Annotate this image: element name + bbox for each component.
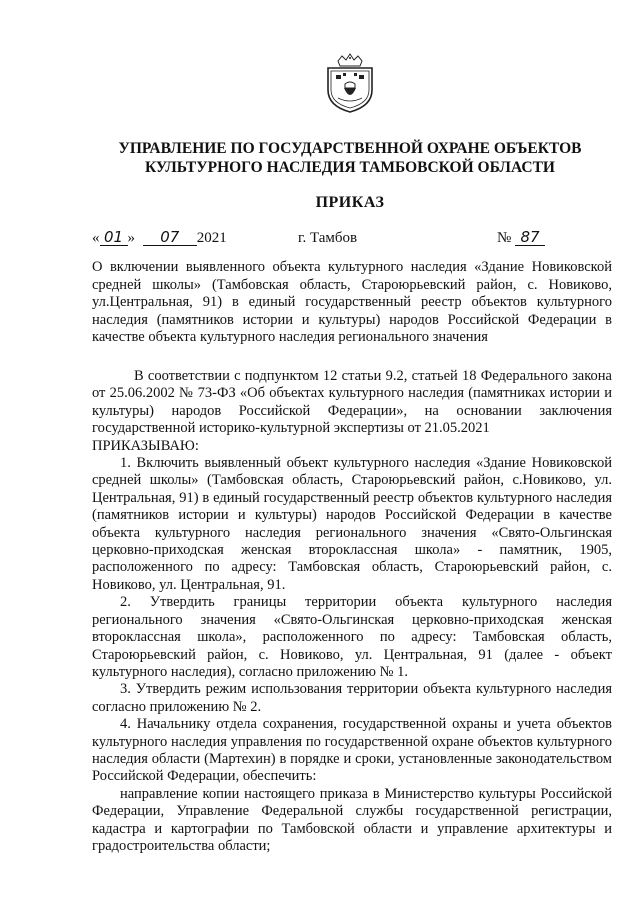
- item-3-paragraph: 3. Утвердить режим использования территории объекта культурного наследия согласно приложению № 2.: [92, 681, 612, 715]
- date-quote-open: «: [92, 230, 100, 246]
- document-type-title: ПРИКАЗ: [315, 194, 385, 211]
- decree-word: ПРИКАЗЫВАЮ:: [92, 437, 199, 454]
- order-number-label: №: [497, 230, 512, 246]
- order-number: [497, 229, 545, 247]
- date-year: 2021: [196, 230, 227, 246]
- order-date: [92, 229, 227, 247]
- item-1-paragraph: 1. Включить выявленный объект культурного наследия «Здание Новиковской средней школы» (Тамбовская область, Староюрьевский район, с.Новиково, ул. Центральная, 91) в единый государственный реестр объектов культурного наследия (памятников истории и культуры) народов Российской Федерации в качестве объекта культурного наследия регионального значения «Свято-Ольгинская церковно-приходская женская второклассная школа» - памятник, 1905, расположенного по адресу: Тамбовская область, Староюрьевский район, с. Новиково, ул. Центральная, 91.: [92, 455, 612, 593]
- order-subject: О включении выявленного объекта культурного наследия «Здание Новиковской средней школы» (Тамбовская область, Староюрьевский район, с. Новиково, ул.Центральная, 91) в единый государственный реестр объектов культурного наследия (памятников истории и культуры) народов Российской Федерации в качестве объекта культурного наследия регионального значения: [92, 259, 612, 345]
- preamble-paragraph: В соответствии с подпунктом 12 статьи 9.2, статьей 18 Федерального закона от 25.06.2002 № 73-ФЗ «Об объектах культурного наследия (памятниках истории и культуры) народов Российской Федерации», на основании заключения государственной историко-культурной экспертизы от 21.05.2021: [92, 368, 612, 437]
- date-quote-close: »: [127, 230, 135, 246]
- order-city: г. Тамбов: [298, 230, 358, 246]
- tambov-coat-of-arms-icon: [324, 52, 376, 114]
- org-line-2: КУЛЬТУРНОГО НАСЛЕДИЯ ТАМБОВСКОЙ ОБЛАСТИ: [145, 159, 555, 176]
- item-4-paragraph: 4. Начальнику отдела сохранения, государственной охраны и учета объектов культурного наследия управления по государственной охране объектов культурного наследия области (Мартехин) в порядке и сроки, установленные законодательством Российской Федерации, обеспечить:: [92, 716, 612, 785]
- item-4-subparagraph: направление копии настоящего приказа в Министерство культуры Российской Федерации, Управление Федеральной службы государственной регистрации, кадастра и картографии по Тамбовской области и управление архитектуры и градостроительства области;: [92, 785, 612, 854]
- item-2-paragraph: 2. Утвердить границы территории объекта культурного наследия регионального значения «Свято-Ольгинская церковно-приходская женская второклассная школа», расположенного по адресу: Тамбовская область, Староюрьевский район, с. Новиково, ул. Центральная, 91 (далее - объект культурного наследия), согласно приложению № 1.: [92, 594, 612, 680]
- date-day: 01: [100, 229, 128, 246]
- organization-name: [60, 139, 640, 177]
- org-line-1: УПРАВЛЕНИЕ ПО ГОСУДАРСТВЕННОЙ ОХРАНЕ ОБЪЕКТОВ: [118, 140, 582, 157]
- order-body: [92, 368, 612, 855]
- date-month: 07: [143, 229, 197, 246]
- order-number-value: 87: [515, 229, 545, 246]
